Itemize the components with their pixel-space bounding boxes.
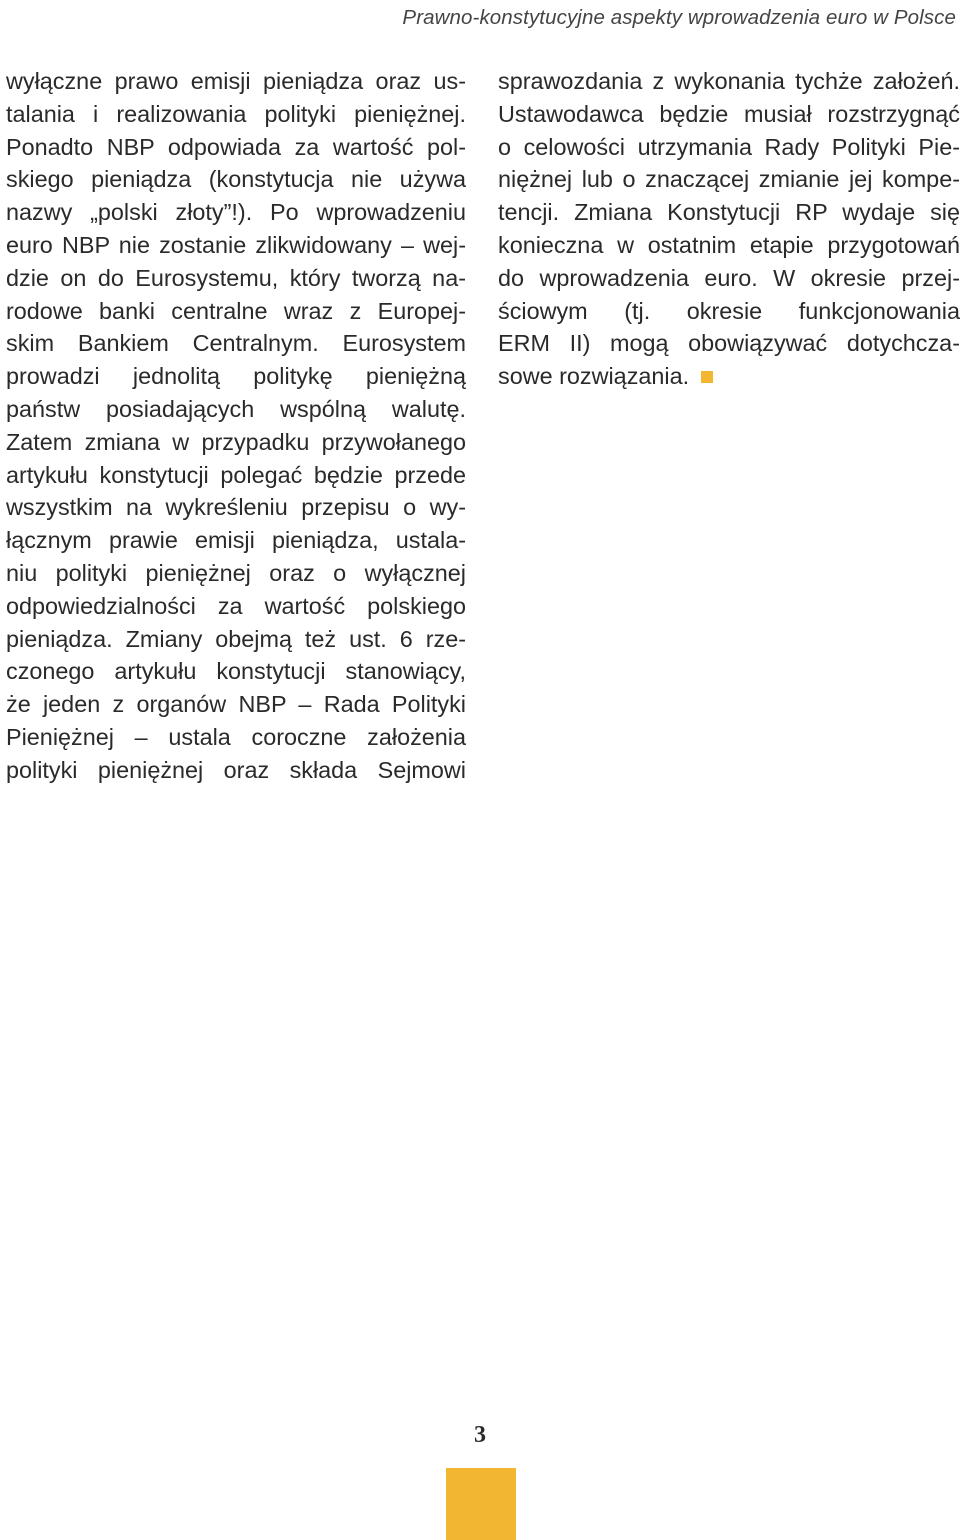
- text-line: łącznym prawie emisji pieniądza, ustala-: [6, 527, 466, 554]
- text-line: dzie on do Eurosystemu, który tworzą na-: [6, 264, 466, 291]
- text-line: ściowym (tj. okresie funkcjonowania: [498, 297, 960, 324]
- right-column: [498, 65, 960, 393]
- text-line: państw posiadających wspólną walutę.: [6, 395, 466, 422]
- text-line: wszystkim na wykreśleniu przepisu o wy-: [6, 494, 466, 521]
- page-number: 3: [474, 1422, 486, 1448]
- text-line: Zatem zmiana w przypadku przywołanego: [6, 428, 466, 455]
- text-line: prowadzi jednolitą politykę pieniężną: [6, 363, 466, 390]
- text-line: Ponadto NBP odpowiada za wartość pol-: [6, 133, 466, 160]
- text-line: sprawozdania z wykonania tychże założeń.: [498, 68, 960, 94]
- text-line: nazwy „polski złoty”!). Po wprowadzeniu: [6, 199, 466, 226]
- text-line: Ustawodawca będzie musiał rozstrzygnąć: [498, 100, 960, 127]
- text-line-final: [498, 360, 960, 393]
- text-line: artykułu konstytucji polegać będzie przede: [6, 461, 466, 488]
- text-line: odpowiedzialności za wartość polskiego: [6, 592, 466, 619]
- text-line: polityki pieniężnej oraz składa Sejmowi: [6, 756, 466, 783]
- text-line: skiego pieniądza (konstytucja nie używa: [6, 166, 466, 193]
- text-line: niężnej lub o znaczącej zmianie jej kompe-: [498, 166, 960, 193]
- text-line: rodowe banki centralne wraz z Europej-: [6, 297, 466, 324]
- text-line: czonego artykułu konstytucji stanowiący,: [6, 658, 466, 685]
- final-sentence: sowe rozwiązania.: [498, 363, 690, 390]
- text-line: ERM II) mogą obowiązywać dotychcza-: [498, 330, 960, 357]
- text-line: niu polityki pieniężnej oraz o wyłącznej: [6, 559, 466, 586]
- text-line: pieniądza. Zmiany obejmą też ust. 6 rze-: [6, 625, 466, 652]
- footer-tab-decoration: [446, 1468, 516, 1540]
- text-line: że jeden z organów NBP – Rada Polityki: [6, 691, 466, 718]
- text-line: tencji. Zmiana Konstytucji RP wydaje się: [498, 199, 960, 226]
- text-line: konieczna w ostatnim etapie przygotowań: [498, 231, 960, 258]
- text-line: do wprowadzenia euro. W okresie przej-: [498, 264, 960, 291]
- text-line: talania i realizowania polityki pieniężnej.: [6, 100, 466, 127]
- text-line: euro NBP nie zostanie zlikwidowany – wej-: [6, 231, 466, 258]
- text-line: wyłączne prawo emisji pieniądza oraz us-: [6, 68, 466, 94]
- running-header-title: Prawno-konstytucyjne aspekty wprowadzenia euro w Polsce: [402, 6, 956, 29]
- text-line: skim Bankiem Centralnym. Eurosystem: [6, 330, 466, 357]
- text-line: Pieniężnej – ustala coroczne założenia: [6, 723, 466, 750]
- text-line: o celowości utrzymania Rady Polityki Pie-: [498, 133, 960, 160]
- left-column: [6, 65, 466, 787]
- end-of-article-square-icon: [701, 371, 713, 383]
